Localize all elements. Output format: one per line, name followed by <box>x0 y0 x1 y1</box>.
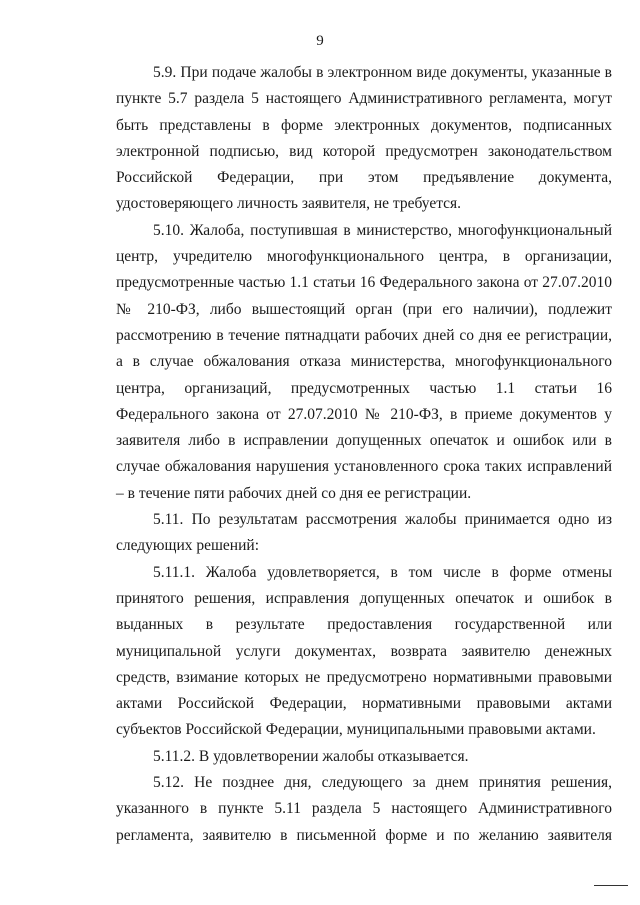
paragraph-5-12: 5.12. Не позднее дня, следующего за днем принятия решения, указанного в пункте 5.11 раздела 5 настоящего Административного регламента, заявителю в письменной форме и по желанию заявителя <box>116 774 612 844</box>
paragraph-5-11: 5.11. По результатам рассмотрения жалобы принимается одно из следующих решений: <box>116 511 612 555</box>
page-number: 9 <box>316 33 324 49</box>
paragraph-5-11-1: 5.11.1. Жалоба удовлетворяется, в том числе в форме отмены принятого решения, исправления допущенных опечаток и ошибок в выданных в результате предоставления государственной или муниципальной услуги документах, возврата заявителю денежных средств, взимание которых не предусмотрено нормативными правовыми актами Российской Федерации, нормативными правовыми актами субъектов Российской Федерации, муниципальными правовыми актами. <box>116 563 612 739</box>
paragraph-5-11-2: 5.11.2. В удовлетворении жалобы отказывается. <box>153 747 469 765</box>
document-body <box>116 60 612 849</box>
scan-line-mark <box>594 885 628 886</box>
paragraph-5-10: 5.10. Жалоба, поступившая в министерство, многофункциональный центр, учредителю многофункционального центра, в организации, предусмотренные частью 1.1 статьи 16 Федерального закона от 27.07.2010 № 210-ФЗ, либо вышестоящий орган (при его наличии), подлежит рассмотрению в течение пятнадцати рабочих дней со дня ее регистрации, а в случае обжалования отказа министерства, многофункционального центра, организаций, предусмотренных частью 1.1 статьи 16 Федерального закона от 27.07.2010 № 210-ФЗ, в приеме документов у заявителя либо в исправлении допущенных опечаток и ошибок или в случае обжалования нарушения установленного срока таких исправлений – в течение пяти рабочих дней со дня ее регистрации. <box>116 221 612 502</box>
paragraph-5-9: 5.9. При подаче жалобы в электронном виде документы, указанные в пункте 5.7 раздела 5 настоящего Административного регламента, могут быть представлены в форме электронных документов, подписанных электронной подписью, вид которой предусмотрен законодательством Российской Федерации, при этом предъявление документа, удостоверяющего личность заявителя, не требуется. <box>116 64 612 213</box>
